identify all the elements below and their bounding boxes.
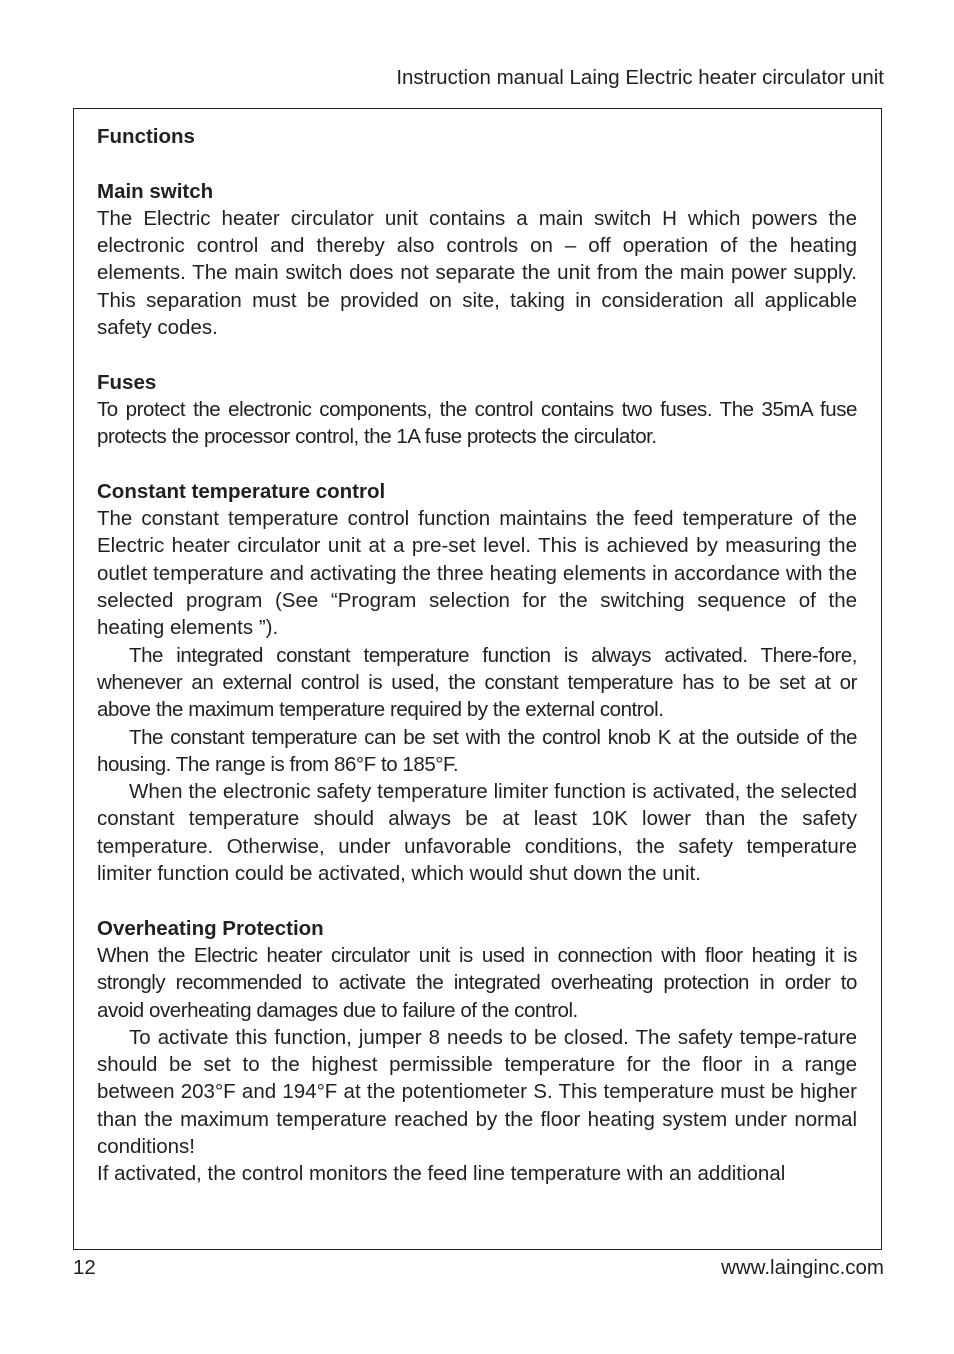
page-number: 12 <box>73 1256 96 1279</box>
overheating-paragraph-3: If activated, the control monitors the feed line temperature with an additional <box>97 1162 786 1186</box>
section-title: Functions <box>97 125 195 148</box>
heading-constant-temperature: Constant temperature control <box>97 479 386 503</box>
running-header: Instruction manual Laing Electric heater circulator unit <box>396 66 884 89</box>
heading-fuses: Fuses <box>97 370 157 394</box>
spacer <box>97 150 857 177</box>
constant-temperature-paragraph-1: The constant temperature control function maintains the feed temperature of the Electric heater circulator unit at a pre-set level. This is achieved by measuring the outlet temperature and activating the three heating elements in accordance with the selected program (See “Program selection for the switching sequence of the heating elements ”). <box>97 507 857 640</box>
spacer <box>97 341 857 368</box>
spacer <box>97 887 857 914</box>
page-content <box>97 123 857 1188</box>
constant-temperature-paragraph-2: The integrated constant temperature function is always activated. There-fore, whenever an external control is used, the constant temperature has to be set at or above the maximum temperature required by the external control. <box>97 643 857 722</box>
heading-main-switch: Main switch <box>97 179 214 203</box>
constant-temperature-paragraph-3: The constant temperature can be set with the control knob K at the outside of the housing. The range is from 86°F to 185°F. <box>97 725 857 776</box>
main-switch-paragraph: The Electric heater circulator unit contains a main switch H which powers the electronic control and thereby also controls on – off operation of the heating elements. The main switch does not separate the unit from the main power supply. This separation must be provided on site, taking in consideration all applicable safety codes. <box>97 206 857 340</box>
constant-temperature-paragraph-4: When the electronic safety temperature limiter function is activated, the selected constant temperature should always be at least 10K lower than the safety temperature. Otherwise, under unfavorable conditions, the safety temperature limiter function could be activated, which would shut down the unit. <box>97 780 857 886</box>
overheating-paragraph-2: To activate this function, jumper 8 needs to be closed. The safety tempe-rature should be set to the highest permissible temperature for the floor in a range between 203°F and 194°F at the potentiometer S. This temperature must be higher than the maximum temperature reached by the floor heating system under normal conditions! <box>97 1025 857 1158</box>
footer-website-link[interactable]: www.lainginc.com <box>721 1256 884 1279</box>
spacer <box>97 451 857 478</box>
fuses-paragraph: To protect the electronic components, the control contains two fuses. The 35mA fuse protects the processor control, the 1A fuse protects the circulator. <box>97 397 857 449</box>
overheating-paragraph-1: When the Electric heater circulator unit is used in connection with floor heating it is strongly recommended to activate the integrated overheating protection in order to avoid overheating damages due to failure of the control. <box>97 943 857 1022</box>
heading-overheating-protection: Overheating Protection <box>97 916 324 940</box>
